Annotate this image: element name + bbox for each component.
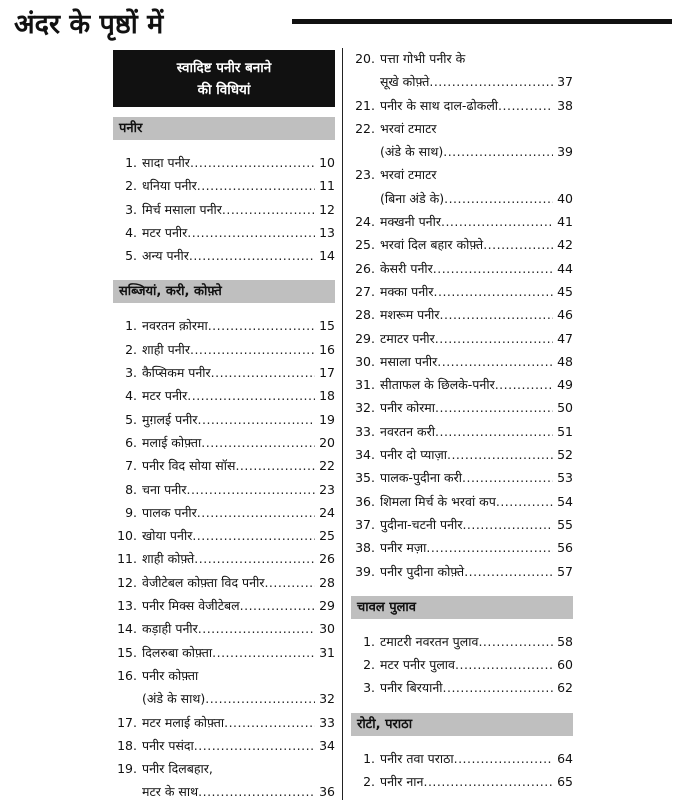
entry-page: 34 (319, 737, 335, 753)
toc-entry-continued (351, 73, 573, 96)
entry-number: 13. (117, 598, 137, 614)
dot-leader (437, 354, 553, 369)
entry-page: 15 (319, 318, 335, 334)
entry-title: सीताफल के छिलके-पनीर (380, 377, 495, 393)
column-divider (342, 48, 343, 800)
dot-leader (194, 738, 315, 753)
entry-number: 39. (355, 563, 375, 579)
dot-leader (443, 680, 553, 695)
toc-list (351, 50, 573, 586)
entry-page: 58 (557, 633, 573, 649)
entry-page: 29 (319, 598, 335, 614)
dot-leader (189, 248, 315, 263)
entry-page: 44 (557, 260, 573, 276)
entry-number: 8. (125, 481, 137, 497)
entry-number: 1. (363, 750, 375, 766)
entry-page: 57 (557, 563, 573, 579)
entry-page: 25 (319, 528, 335, 544)
dot-leader (464, 564, 553, 579)
toc-entry (351, 493, 573, 516)
entry-title-continued: सूखे कोफ़्ते (380, 74, 430, 90)
entry-number: 4. (125, 224, 137, 240)
toc-entry (351, 376, 573, 399)
toc-entry (351, 260, 573, 283)
section-header-roti: रोटी, पराठा (351, 713, 573, 736)
dot-leader (192, 528, 315, 543)
entry-number: 29. (355, 330, 375, 346)
entry-page: 46 (557, 307, 573, 323)
entry-page: 40 (557, 190, 573, 206)
dot-leader (454, 751, 553, 766)
toc-entry (113, 247, 335, 270)
dot-leader (433, 261, 553, 276)
dot-leader (240, 598, 315, 613)
toc-entry (351, 50, 573, 73)
entry-number: 5. (125, 411, 137, 427)
entry-title: पनीर कोरमा (380, 400, 436, 416)
entry-title: धनिया पनीर (142, 178, 197, 194)
entry-title: मक्का पनीर (380, 283, 434, 299)
entry-page: 54 (557, 493, 573, 509)
dot-leader (235, 458, 315, 473)
entry-number: 1. (125, 318, 137, 334)
entry-page: 48 (557, 353, 573, 369)
entry-number: 1. (363, 633, 375, 649)
entry-title: दिलरुबा कोफ़्ता (142, 644, 213, 660)
entry-page: 33 (319, 714, 335, 730)
toc-entry (351, 399, 573, 422)
entry-number: 2. (125, 178, 137, 194)
entry-page: 39 (557, 144, 573, 160)
dot-leader (440, 307, 553, 322)
entry-title: चना पनीर (142, 481, 187, 497)
entry-page: 32 (319, 691, 335, 707)
toc-entry (351, 563, 573, 586)
entry-title: पनीर दिलबहार, (142, 761, 213, 777)
dot-leader (187, 388, 315, 403)
heading-line-1: स्वादिष्ट पनीर बनाने (176, 60, 272, 76)
dot-leader (462, 470, 553, 485)
entry-title: मटर मलाई कोफ़्ता (142, 714, 225, 730)
entry-page: 51 (557, 423, 573, 439)
entry-title: पनीर पुदीना कोफ़्ते (380, 563, 465, 579)
entry-title: पनीर के साथ दाल-ढोकली (380, 97, 499, 113)
dot-leader (212, 645, 315, 660)
toc-entry (351, 679, 573, 702)
entry-number: 2. (363, 774, 375, 790)
toc-entry (351, 236, 573, 259)
entry-page: 64 (557, 750, 573, 766)
entry-page: 31 (319, 644, 335, 660)
entry-title: मुग़लई पनीर (142, 411, 198, 427)
dot-leader (205, 691, 315, 706)
section-header-paneer: पनीर (113, 117, 335, 140)
entry-number: 26. (355, 260, 375, 276)
entry-page: 65 (557, 774, 573, 790)
entry-title: पनीर दो प्याज़ा (380, 447, 447, 463)
entry-number: 30. (355, 353, 375, 369)
entry-number: 11. (117, 551, 137, 567)
dot-leader (498, 98, 553, 113)
toc-entry (113, 760, 335, 783)
entry-title-continued: (बिना अंडे के) (380, 190, 445, 206)
entry-page: 45 (557, 283, 573, 299)
entry-number: 22. (355, 120, 375, 136)
entry-title: टमाटर पनीर (380, 330, 435, 346)
toc-entry (113, 481, 335, 504)
toc-entry (351, 97, 573, 120)
entry-number: 32. (355, 400, 375, 416)
dot-leader (198, 412, 316, 427)
entry-number: 21. (355, 97, 375, 113)
heading-line-2: की विधियां (197, 82, 251, 98)
toc-entry (351, 469, 573, 492)
entry-number: 3. (125, 365, 137, 381)
toc-list (113, 154, 335, 270)
entry-page: 30 (319, 621, 335, 637)
entry-title: पालक-पुदीना करी (380, 470, 462, 486)
entry-number: 36. (355, 493, 375, 509)
toc-entry-continued (351, 190, 573, 213)
entry-title: पत्ता गोभी पनीर के (380, 51, 466, 66)
entry-number: 9. (125, 504, 137, 520)
toc-list (351, 750, 573, 797)
title-rule (292, 19, 672, 24)
entry-title: शाही पनीर (142, 341, 190, 357)
entry-title: खोया पनीर (142, 528, 193, 544)
heading-box (113, 50, 335, 107)
entry-page: 20 (319, 434, 335, 450)
toc-entry (351, 516, 573, 539)
entry-page: 62 (557, 680, 573, 696)
entry-number: 33. (355, 423, 375, 439)
toc-entry (351, 213, 573, 236)
entry-number: 7. (125, 458, 137, 474)
entry-title: केसरी पनीर (380, 260, 433, 276)
entry-title: अन्य पनीर (142, 248, 189, 264)
toc-entry-continued (113, 783, 335, 806)
entry-page: 53 (557, 470, 573, 486)
entry-number: 27. (355, 283, 375, 299)
dot-leader (495, 377, 553, 392)
entry-title-continued: मटर के साथ (142, 784, 199, 800)
entry-page: 16 (319, 341, 335, 357)
entry-number: 24. (355, 214, 375, 230)
dot-leader (224, 715, 315, 730)
entry-number: 17. (117, 714, 137, 730)
entry-title: पनीर विद सोया सॉस (142, 458, 236, 474)
dot-leader (443, 144, 553, 159)
entry-page: 38 (557, 97, 573, 113)
entry-page: 49 (557, 377, 573, 393)
entry-number: 18. (117, 737, 137, 753)
toc-entry (351, 750, 573, 773)
dot-leader (187, 225, 315, 240)
dot-leader (186, 482, 315, 497)
entry-number: 12. (117, 574, 137, 590)
entry-page: 18 (319, 388, 335, 404)
entry-title: मक्खनी पनीर (380, 214, 441, 230)
page-title: अंदर के पृष्ठों में (14, 9, 164, 40)
entry-number: 19. (117, 761, 137, 777)
entry-page: 50 (557, 400, 573, 416)
dot-leader (264, 575, 315, 590)
entry-page: 55 (557, 516, 573, 532)
toc-entry (113, 317, 335, 340)
dot-leader (444, 191, 553, 206)
entry-page: 13 (319, 224, 335, 240)
toc-entry (113, 434, 335, 457)
entry-page: 60 (557, 657, 573, 673)
dot-leader (211, 365, 315, 380)
toc-entry (113, 714, 335, 737)
entry-page: 42 (557, 237, 573, 253)
entry-title: भरवां टमाटर (380, 120, 437, 136)
toc-entry (351, 539, 573, 562)
entry-title: टमाटरी नवरतन पुलाव (380, 633, 479, 649)
dot-leader (429, 74, 553, 89)
toc-entry (113, 574, 335, 597)
entry-title: पनीर तवा पराठा (380, 750, 454, 766)
entry-title: कैप्सिकम पनीर (142, 365, 211, 381)
entry-page: 22 (319, 458, 335, 474)
entry-number: 4. (125, 388, 137, 404)
dot-leader (447, 447, 553, 462)
entry-number: 20. (355, 51, 375, 66)
entry-title: शिमला मिर्च के भरवां कप (380, 493, 496, 509)
dot-leader (208, 318, 315, 333)
toc-entry (351, 423, 573, 446)
entry-title: पनीर कोफ़्ता (142, 667, 199, 683)
toc-entry (113, 457, 335, 480)
toc-entry (351, 656, 573, 679)
dot-leader (194, 551, 315, 566)
dot-leader (222, 202, 315, 217)
entry-number: 2. (363, 657, 375, 673)
dot-leader (423, 774, 553, 789)
entry-title: पुदीना-चटनी पनीर (380, 516, 463, 532)
entry-title: पनीर नान (380, 774, 424, 790)
entry-number: 38. (355, 540, 375, 556)
toc-entry (113, 644, 335, 667)
right-column (351, 50, 573, 796)
entry-number: 5. (125, 248, 137, 264)
entry-page: 36 (319, 784, 335, 800)
entry-title: मटर पनीर (142, 224, 188, 240)
toc-entry (113, 620, 335, 643)
entry-number: 1. (125, 155, 137, 170)
toc-entry (113, 154, 335, 177)
dot-leader (496, 494, 553, 509)
entry-page: 10 (319, 155, 335, 170)
toc-entry (113, 527, 335, 550)
toc-entry (113, 504, 335, 527)
entry-title: पनीर मज़ा (380, 540, 427, 556)
toc-entry (351, 446, 573, 469)
entry-number: 31. (355, 377, 375, 393)
toc-entry (113, 364, 335, 387)
dot-leader (197, 505, 315, 520)
entry-page: 19 (319, 411, 335, 427)
toc-entry (351, 120, 573, 143)
toc-entry (113, 737, 335, 760)
dot-leader (197, 178, 315, 193)
toc-entry (113, 667, 335, 690)
left-column (113, 50, 335, 807)
toc-entry-continued (113, 690, 335, 713)
entry-page: 28 (319, 574, 335, 590)
dot-leader (455, 657, 553, 672)
entry-title: मशरूम पनीर (380, 307, 440, 323)
toc-entry (351, 306, 573, 329)
toc-entry (113, 201, 335, 224)
toc-entry (113, 224, 335, 247)
entry-number: 6. (125, 434, 137, 450)
toc-entry (113, 387, 335, 410)
entry-page: 52 (557, 447, 573, 463)
entry-title: पालक पनीर (142, 504, 197, 520)
entry-title: भरवां टमाटर (380, 167, 437, 183)
dot-leader (434, 284, 554, 299)
entry-page: 26 (319, 551, 335, 567)
entry-number: 15. (117, 644, 137, 660)
section-header-pulav: चावल पुलाव (351, 596, 573, 619)
entry-title: वेजीटेबल कोफ़्ता विद पनीर (142, 574, 265, 590)
toc-entry (351, 166, 573, 189)
entry-title: पनीर मिक्स वेजीटेबल (142, 598, 240, 614)
entry-number: 34. (355, 447, 375, 463)
toc-entry (351, 353, 573, 376)
entry-number: 2. (125, 341, 137, 357)
toc-entry-continued (351, 143, 573, 166)
dot-leader (426, 540, 553, 555)
entry-number: 3. (363, 680, 375, 696)
dot-leader (435, 331, 553, 346)
toc-entry (113, 411, 335, 434)
dot-leader (441, 214, 553, 229)
entry-title: कड़ाही पनीर (142, 621, 198, 637)
entry-page: 37 (557, 74, 573, 90)
entry-page: 23 (319, 481, 335, 497)
entry-title: मटर पनीर (142, 388, 188, 404)
dot-leader (198, 784, 315, 799)
toc-entry (351, 773, 573, 796)
dot-leader (478, 634, 553, 649)
entry-number: 23. (355, 167, 375, 183)
entry-number: 10. (117, 528, 137, 544)
dot-leader (483, 237, 553, 252)
entry-title: भरवां दिल बहार कोफ़्ते (380, 237, 484, 253)
entry-title: पनीर पसंदा (142, 737, 194, 753)
dot-leader (435, 400, 553, 415)
entry-page: 17 (319, 365, 335, 381)
toc-entry (113, 597, 335, 620)
toc-entry (351, 330, 573, 353)
entry-title: मिर्च मसाला पनीर (142, 201, 222, 217)
toc-entry (113, 177, 335, 200)
section-header-sabzi: सब्जियां, करी, कोफ़्ते (113, 280, 335, 303)
entry-number: 14. (117, 621, 137, 637)
dot-leader (462, 517, 553, 532)
entry-page: 12 (319, 201, 335, 217)
dot-leader (201, 435, 315, 450)
entry-title: मलाई कोफ़्ता (142, 434, 202, 450)
entry-title: नवरतन करी (380, 423, 435, 439)
entry-number: 37. (355, 516, 375, 532)
dot-leader (198, 621, 315, 636)
entry-number: 3. (125, 201, 137, 217)
entry-page: 11 (319, 178, 335, 194)
entry-page: 24 (319, 504, 335, 520)
entry-page: 14 (319, 248, 335, 264)
toc-list (351, 633, 573, 703)
entry-page: 41 (557, 214, 573, 230)
entry-page: 47 (557, 330, 573, 346)
entry-number: 16. (117, 667, 137, 683)
toc-entry (351, 283, 573, 306)
entry-number: 28. (355, 307, 375, 323)
dot-leader (190, 342, 315, 357)
entry-number: 35. (355, 470, 375, 486)
dot-leader (435, 424, 553, 439)
dot-leader (190, 155, 315, 170)
entry-title: नवरतन क़ोरमा (142, 318, 208, 334)
toc-entry (113, 341, 335, 364)
entry-title: सादा पनीर (142, 155, 190, 170)
toc-entry (351, 633, 573, 656)
entry-title: पनीर बिरयानी (380, 680, 443, 696)
entry-title-continued: (अंडे के साथ) (380, 144, 444, 160)
toc-entry (113, 550, 335, 573)
entry-number: 25. (355, 237, 375, 253)
entry-page: 56 (557, 540, 573, 556)
entry-title: मटर पनीर पुलाव (380, 657, 455, 673)
toc-list (113, 317, 335, 806)
entry-title: मसाला पनीर (380, 353, 438, 369)
entry-title: शाही कोफ़्ते (142, 551, 195, 567)
entry-title-continued: (अंडे के साथ) (142, 691, 206, 707)
